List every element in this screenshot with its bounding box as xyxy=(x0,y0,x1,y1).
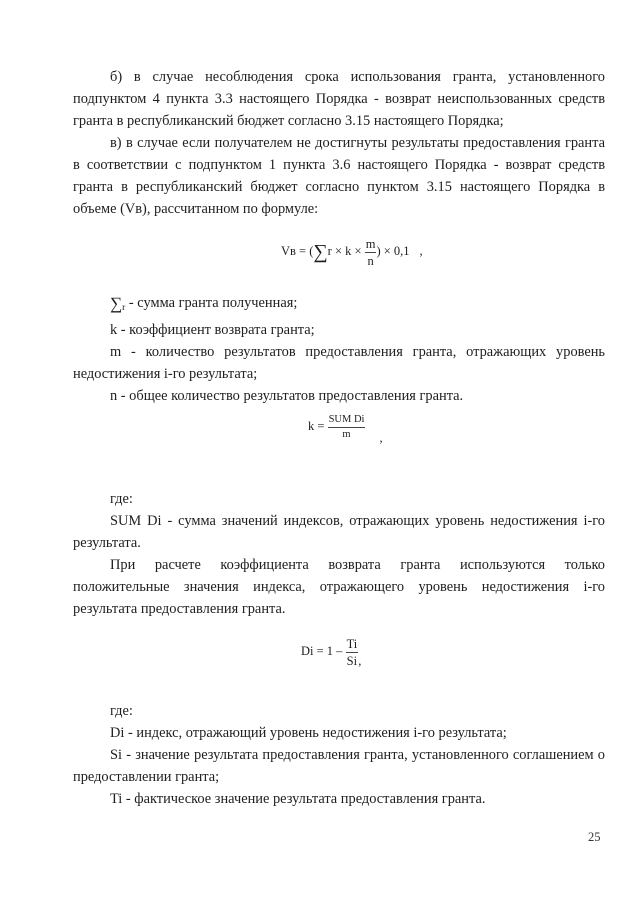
fraction-denominator: Si xyxy=(346,653,358,668)
where-label-1: где: xyxy=(110,491,133,507)
page-number: 25 xyxy=(588,830,601,844)
formula-vv-comma: , xyxy=(419,244,423,259)
def-ti: Ti - фактическое значение результата предоставления гранта. xyxy=(110,791,486,807)
formula-k xyxy=(73,407,605,475)
def-di: Di - индекс, отражающий уровень недостижения i-го результата; xyxy=(110,725,507,741)
sigma-symbol: ∑ xyxy=(110,294,123,313)
fraction-m-over-n xyxy=(365,238,377,267)
formula-k-comma: , xyxy=(379,431,383,446)
document-page xyxy=(73,66,605,810)
sigma-subscript: r xyxy=(122,303,126,313)
fraction-denominator: n xyxy=(367,253,374,268)
def-sigma xyxy=(73,292,605,319)
paragraph-v: в) в случае если получателем не достигнуты результаты предоставления гранта в соответствии с подпунктом 1 пункта 3.6 настоящего Порядка - возврат средств гранта в республиканский бюджет согласно пунктом 3.15 настоящего Порядка в объеме (Vв), рассчитанном по формуле: xyxy=(73,135,605,217)
formula-di-expression xyxy=(301,637,362,669)
fraction-numerator: m xyxy=(365,237,376,251)
def-m: m - количество результатов предоставления гранта, отражающих уровень недостижения i-го результата; xyxy=(73,344,605,382)
fraction-sumdi-over-m xyxy=(328,415,366,440)
formula-k-expression xyxy=(308,414,383,446)
fraction-denominator: m xyxy=(342,428,351,440)
positive-note: При расчете коэффициента возврата гранта используются только положительные значения индекса, отражающего уровень недостижения i-го результата предоставления гранта. xyxy=(73,557,605,617)
def-sigma-text: - сумма гранта полученная; xyxy=(125,295,298,311)
formula-di-comma: , xyxy=(358,654,362,669)
fraction-ti-over-si xyxy=(346,637,362,669)
paragraph-b: б) в случае несоблюдения срока использования гранта, установленного подпунктом 4 пункта 3.3 настоящего Порядка - возврат неиспользованных средств гранта в республиканский бюджет согласно 3.15 настоящего Порядка; xyxy=(73,69,605,129)
formula-di xyxy=(73,620,605,690)
fraction-numerator: SUM Di xyxy=(328,415,366,428)
formula-vv-expression xyxy=(281,237,423,268)
formula-vv-r: r xyxy=(327,244,332,259)
def-k: k - коэффициент возврата гранта; xyxy=(110,322,315,338)
def-n: n - общее количество результатов предоставления гранта. xyxy=(110,388,464,404)
formula-vv-rhs: ) × 0,1 xyxy=(376,244,410,259)
sigma-symbol: ∑ xyxy=(313,241,328,264)
def-sum-di: SUM Di - сумма значений индексов, отражающих уровень недостижения i-го результата. xyxy=(73,513,605,551)
def-si: Si - значение результата предоставления гранта, установленного соглашением о предоставлении гранта; xyxy=(73,747,605,785)
formula-vv xyxy=(73,220,605,292)
where-label-2: где: xyxy=(110,703,133,719)
fraction-numerator: Ti xyxy=(346,637,358,651)
formula-di-lhs: Di = 1 – xyxy=(301,644,346,659)
formula-k-lhs: k = xyxy=(308,419,328,434)
formula-vv-lhs: Vв = ( xyxy=(281,244,314,259)
formula-vv-mid: × k × xyxy=(331,244,365,259)
